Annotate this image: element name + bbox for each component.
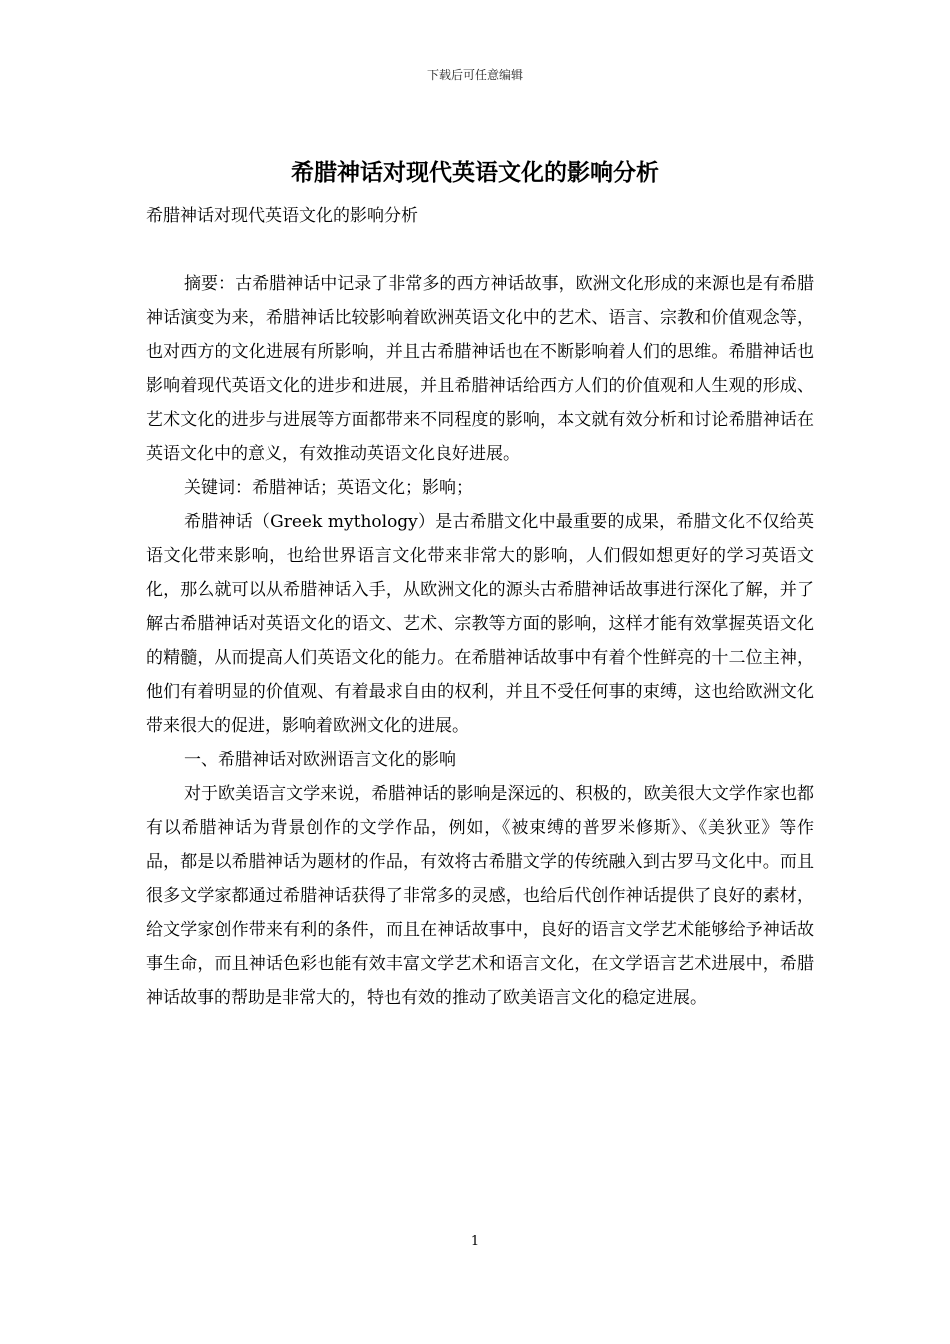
- section-heading: 一、希腊神话对欧洲语言文化的影响: [184, 750, 456, 770]
- abstract-paragraph: 摘要：古希腊神话中记录了非常多的西方神话故事，欧洲文化形成的来源也是有希腊神话演变为来，希腊神话比较影响着欧洲英语文化中的艺术、语言、宗教和价值观念等，也对西方的文化进展有所影响，并且古希腊神话也在不断影响着人们的思维。希腊神话也影响着现代英语文化的进步和进展，并且希腊神话给西方人们的价值观和人生观的形成、艺术文化的进步与进展等方面都带来不同程度的影响，本文就有效分析和讨论希腊神话在英语文化中的意义，有效推动英语文化良好进展。: [146, 274, 814, 464]
- document-subtitle: 希腊神话对现代英语文化的影响分析: [146, 206, 418, 226]
- intro-paragraph: 希腊神话（Greek mythology）是古希腊文化中最重要的成果，希腊文化不仅给英语文化带来影响，也给世界语言文化带来非常大的影响，人们假如想更好的学习英语文化，那么就可以从希腊神话入手，从欧洲文化的源头古希腊神话故事进行深化了解，并了解古希腊神话对英语文化的语文、艺术、宗教等方面的影响，这样才能有效掌握英语文化的精髓，从而提高人们英语文化的能力。在希腊神话故事中有着个性鲜亮的十二位主神，他们有着明显的价值观、有着最求自由的权利，并且不受任何事的束缚，这也给欧洲文化带来很大的促进，影响着欧洲文化的进展。: [146, 512, 814, 736]
- page-number: 1: [470, 1234, 480, 1249]
- page-header: 下载后可任意编辑: [426, 68, 523, 82]
- document-title: 希腊神话对现代英语文化的影响分析: [291, 160, 659, 186]
- section-paragraph: 对于欧美语言文学来说，希腊神话的影响是深远的、积极的，欧美很大文学作家也都有以希腊神话为背景创作的文学作品，例如，《被束缚的普罗米修斯》、《美狄亚》等作品，都是以希腊神话为题材的作品，有效将古希腊文学的传统融入到古罗马文化中。而且很多文学家都通过希腊神话获得了非常多的灵感，也给后代创作神话提供了良好的素材，给文学家创作带来有利的条件，而且在神话故事中，良好的语言文学艺术能够给予神话故事生命，而且神话色彩也能有效丰富文学艺术和语言文化，在文学语言艺术进展中，希腊神话故事的帮助是非常大的，特也有效的推动了欧美语言文化的稳定进展。: [146, 784, 814, 1008]
- document-body: [146, 199, 814, 1015]
- keywords-paragraph: 关键词：希腊神话；英语文化；影响；: [184, 478, 473, 498]
